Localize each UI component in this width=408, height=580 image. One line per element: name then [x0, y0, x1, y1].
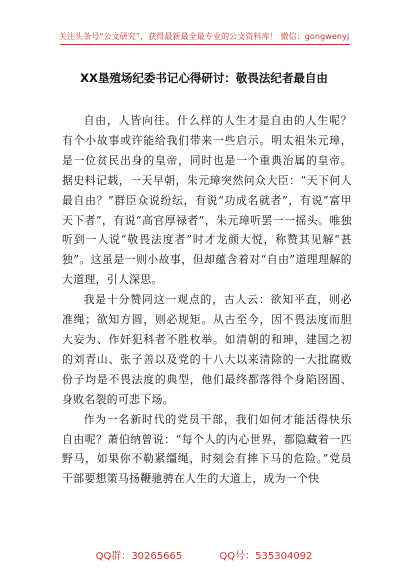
- header-divider: [60, 44, 350, 45]
- footer-qq-group: QQ群：30265665: [95, 551, 183, 562]
- document-title: XX垦殖场纪委书记心得研讨：敬畏法纪者最自由: [80, 71, 328, 85]
- paragraph: 作为一名新时代的党员干部，我们如何才能活得快乐自由呢？萧伯纳曾说：“每个人的内心世界，都隐藏着一匹野马，如果你不勒紧缰绳，时刻会有摔下马的危险。”党员干部要想策马扬鞭驰骋在人生的大道上，成为一个快: [62, 412, 352, 486]
- paragraph: 自由，人皆向往。什么样的人生才是自由的人生呢？有个小故事或许能给我们带来一些启示。明太祖朱元璋，是一位贫民出身的皇帝，同时也是一个重典治属的皇帝。据史料记载，一天早朝，朱元璋突然问众大臣：“天下何人最自由？”群臣众说纷纭，有说“功成名就者”，有说“富甲天下者”，有说“高官厚禄者”，朱元璋听罢一一摇头。唯独听到一人说“敬畏法度者”时才龙颜大悦，称赞其见解“甚独”。这虽是一则小故事，但却蕴含着对“自由”道理理解的大道理，引人深思。: [62, 114, 352, 287]
- footer-qq-number: QQ号：535304092: [219, 551, 313, 562]
- footer-contact: [0, 547, 408, 562]
- paragraph: 我是十分赞同这一观点的，古人云：欲知平直，则必准绳；欲知方圆，则必规矩。从古至今，因不畏法度而胆大妄为、作奸犯科者不胜枚举。如清朝的和珅，建国之初的刘青山、张子善以及党的十八大以来清除的一大批腐败份子均是不畏法度的典型，他们最终都落得个身陷囹圄、身败名裂的可悲下场。: [62, 293, 352, 406]
- header-promo-note: 关注头条号“公文研究”，获得最新最全最专业的公文资料库！ 微信：gongwenyj: [58, 32, 350, 41]
- document-body: [62, 111, 352, 489]
